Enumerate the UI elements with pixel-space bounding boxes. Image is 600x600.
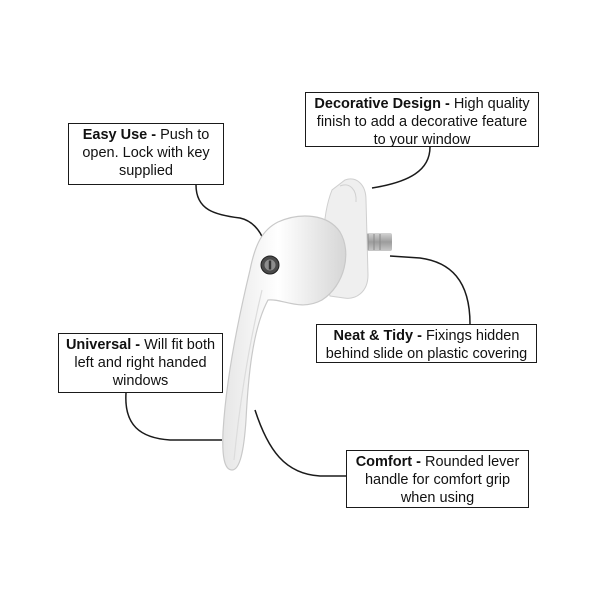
callout-easy-use-title: Easy Use - — [82, 127, 157, 143]
leader-line-universal — [126, 393, 222, 440]
leader-line-comfort — [255, 410, 346, 476]
callout-decorative-design-text: High quality finish to add a decorative feature to your window — [316, 96, 530, 148]
callout-easy-use — [68, 123, 224, 185]
callout-neat-tidy-title: Neat & Tidy - — [333, 328, 422, 344]
callout-comfort-text: Rounded lever handle for comfort grip when using — [364, 454, 520, 506]
callout-decorative-design — [305, 92, 539, 147]
leader-line-neat-tidy — [390, 256, 470, 324]
callout-universal — [58, 333, 223, 393]
callout-easy-use-text: Push to open. Lock with key supplied — [82, 127, 210, 179]
callout-comfort — [346, 450, 529, 508]
callout-comfort-title: Comfort - — [355, 454, 421, 470]
callout-neat-tidy — [316, 324, 537, 363]
leader-line-decorative — [372, 147, 430, 188]
callout-universal-title: Universal - — [65, 337, 141, 353]
callout-universal-text: Will fit both left and right handed windows — [74, 337, 216, 389]
callout-neat-tidy-text: Fixings hidden behind slide on plastic covering — [325, 328, 528, 362]
callout-decorative-design-title: Decorative Design - — [314, 96, 450, 112]
